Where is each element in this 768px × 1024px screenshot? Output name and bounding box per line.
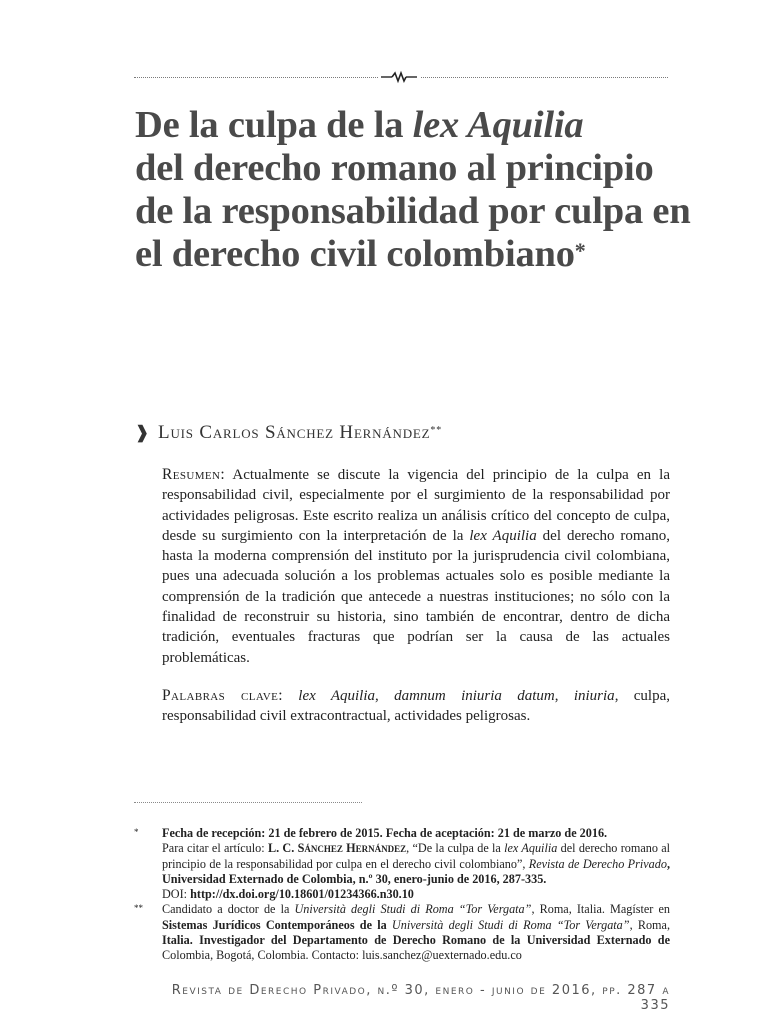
keyword-3: iniuria [573, 688, 615, 704]
doi-label: DOI: [162, 887, 191, 902]
cite-text-a: , “De la culpa de la [406, 841, 505, 856]
doi-link[interactable]: http://dx.doi.org/10.18601/01234366.n30.10 [190, 887, 414, 902]
fn2-text-a: Candidato a doctor de la [162, 902, 295, 917]
ornament-icon [378, 68, 420, 86]
footnote-2-mark: ** [134, 903, 143, 914]
title-italic: lex Aquilia [412, 104, 584, 146]
keywords-label: Palabras clave: [162, 687, 283, 704]
cite-italic: lex Aquilia [504, 841, 558, 856]
keyword-2: damnum iniuria datum [394, 688, 555, 704]
abstract-text-a: Actualmente se discute la vigencia del principio de la culpa en la responsabilidad civil, especialmente por el surgimiento de la responsabilidad por actividades peligrosas. Este escrito realiza un análisis crítico del concepto de culpa, desde su surgimiento con la interpretación de la [162, 467, 670, 544]
footnote-1-mark: * [134, 827, 139, 837]
fn2-text-c: , Roma, [629, 917, 670, 932]
abstract-text-b: del derecho romano, hasta la moderna comprensión del instituto por la jurisprudencia civil colombiana, pues una adecuada solución a los problemas actuales solo es posible mediante la comprensión de la tradición que antecede a nuestras instituciones; no sólo con la finalidad de reconstruir su historia, sino también de encontrar, dentro de dicha tradición, eventuales fracturas que podrían ser la causa de las actuales problemáticas. [162, 527, 670, 666]
author-name: Luis Carlos Sánchez Hernández [158, 422, 431, 443]
author-footnote-mark: ** [430, 425, 443, 436]
title-part2: del derecho romano al principio de la responsabilidad por culpa en el derecho civil colombiano [135, 147, 691, 275]
footnote-1-dates: Fecha de recepción: 21 de febrero de 2015. Fecha de aceptación: 21 de marzo de 2016. [162, 826, 608, 840]
keyword-separator: , [554, 688, 574, 704]
cite-lead: Para citar el artículo: [162, 841, 268, 856]
author-line [135, 421, 695, 445]
abstract-italic: lex Aquilia [469, 527, 537, 544]
author-marker-icon: ❱ [135, 423, 151, 442]
fn2-program: Sistemas Jurídicos Contemporáneos de la [162, 917, 387, 932]
keyword-1: lex Aquilia [298, 688, 376, 704]
footnotes [134, 826, 670, 964]
abstract-label: Resumen: [162, 466, 226, 483]
fn2-text-bold: Italia. Investigador del Departamento de Derecho Romano de la Universidad Externado de [162, 933, 670, 948]
article-title [135, 104, 695, 276]
title-part1: De la culpa de la [135, 104, 413, 146]
cite-journal: Revista de Derecho Privado [528, 856, 667, 871]
fn2-text-b: , Roma, Italia. Magíster en [531, 902, 670, 917]
abstract [162, 465, 670, 668]
cite-text-c: , Universidad Externado de Colombia, n.º 30, enero-junio de 2016, 287-335. [162, 856, 670, 886]
keywords [162, 686, 670, 727]
keyword-separator: , [375, 688, 395, 704]
running-footer: Revista de Derecho Privado, n.º 30, enero - junio de 2016, pp. 287 a 335 [171, 983, 670, 1013]
keywords-rest: , culpa, responsabilidad civil extracontractual, actividades peligrosas. [162, 688, 670, 725]
cite-author: L. C. Sánchez Hernández [267, 841, 407, 856]
cite-text-b: del derecho romano al principio de la responsabilidad por culpa en el derecho civil colombiano”, [162, 841, 671, 871]
fn2-university-2: Università degli Studi di Roma “Tor Vergata” [391, 917, 630, 932]
fn2-text-d: Colombia, Bogotá, Colombia. Contacto: luis.sanchez@uexternado.edu.co [162, 948, 522, 963]
footnote-2 [134, 902, 670, 963]
fn2-university-1: Università degli Studi di Roma “Tor Vergata” [294, 902, 532, 917]
title-footnote-mark: * [574, 238, 586, 263]
footnote-1 [134, 826, 670, 902]
footnote-rule [134, 802, 362, 803]
